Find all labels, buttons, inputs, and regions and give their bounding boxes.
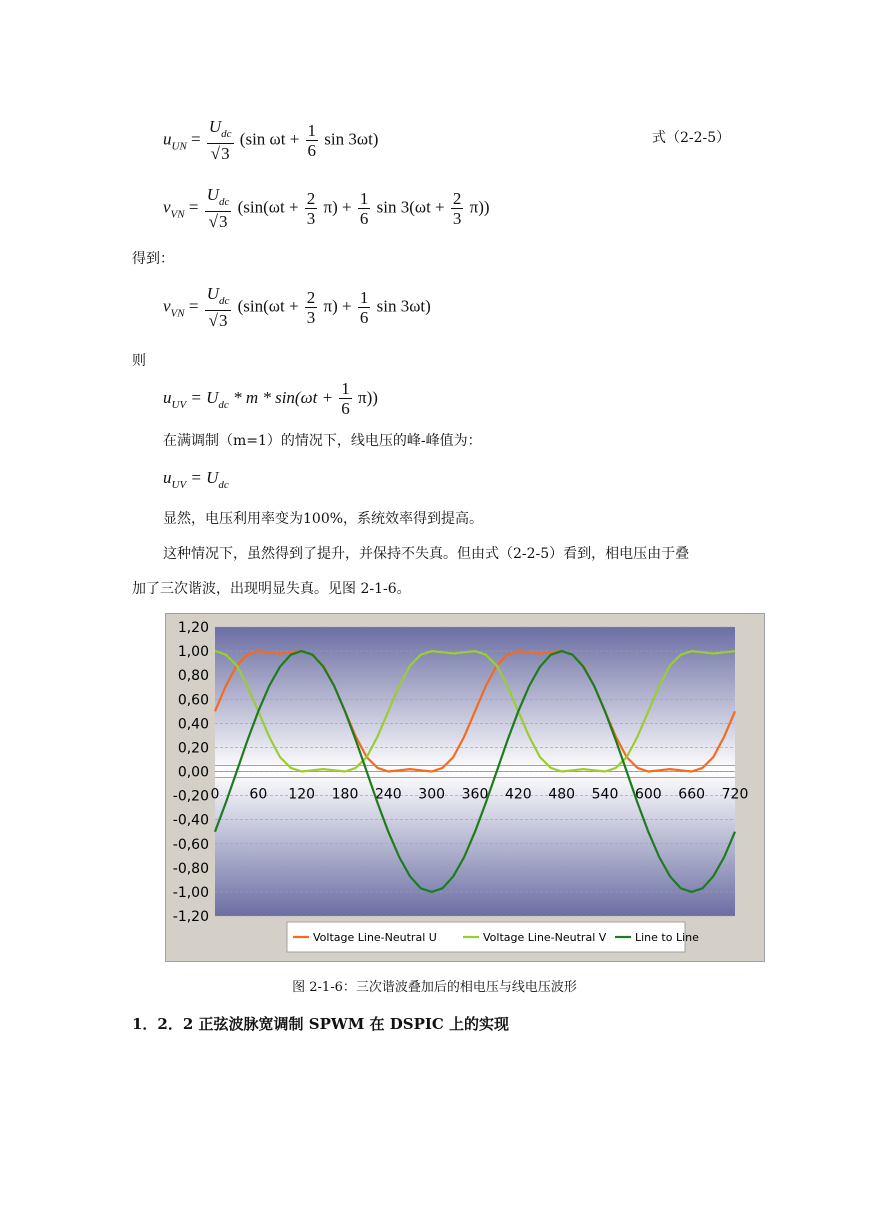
x-tick-label: 420 [504, 786, 532, 803]
y-tick-label: -1,00 [172, 884, 209, 901]
section-heading: 1．2．2 正弦波脉宽调制 SPWM 在 DSPIC 上的实现 [132, 1015, 510, 1033]
y-tick-label: -0,20 [172, 788, 209, 805]
x-tick-label: 300 [418, 786, 446, 803]
y-tick-label: 0,40 [177, 716, 209, 733]
legend-label: Voltage Line-Neutral U [313, 931, 437, 944]
x-tick-label: 540 [591, 786, 619, 803]
y-tick-label: -0,80 [172, 860, 209, 877]
y-tick-label: -0,40 [172, 812, 209, 829]
equation-u-un: $u_{UN}$ = $\frac{U_{dc}}{√3}$ (sin ωt + $\frac{1}{6}$ sin 3ωt) [163, 117, 379, 163]
x-tick-label: 0 [210, 786, 220, 803]
text-paragraph-line2: 加了三次谐波，出现明显失真。见图 2-1-6。 [132, 581, 411, 597]
equation-v-vn-simplified: $v_{VN}$ = $\frac{U_{dc}}{√3}$ (sin(ωt + $\frac{2}{3}$ π) + $\frac{1}{6}$ sin 3ωt) [163, 284, 431, 330]
x-tick-label: 480 [548, 786, 576, 803]
equation-label: 式（2-2-5） [652, 130, 731, 146]
y-tick-label: -1,20 [172, 909, 209, 925]
x-tick-label: 240 [374, 786, 402, 803]
text-deda: 得到： [132, 251, 174, 267]
x-tick-label: 60 [249, 786, 268, 803]
x-tick-label: 600 [634, 786, 662, 803]
legend-label: Line to Line [635, 931, 699, 944]
y-tick-label: 0,80 [177, 668, 209, 685]
y-tick-label: 1,20 [177, 620, 209, 636]
equation-u-uv: $u_{UV} = U_{dc} * m * \sin(\omega t$ + $\frac{1}{6}$ π)) [163, 379, 378, 418]
y-tick-label: 0,20 [177, 740, 209, 757]
text-paragraph-line1: 这种情况下，虽然得到了提升，并保持不失真。但由式（2-2-5）看到，相电压由于叠 [163, 546, 690, 562]
x-tick-label: 720 [721, 786, 749, 803]
y-tick-label: -0,60 [172, 836, 209, 853]
legend-label: Voltage Line-Neutral V [483, 931, 607, 944]
text-full-modulation: 在满调制（m=1）的情况下，线电压的峰-峰值为： [163, 433, 482, 449]
y-tick-label: 0,00 [177, 764, 209, 781]
text-obviously: 显然，电压利用率变为100%，系统效率得到提高。 [163, 511, 484, 527]
legend [287, 922, 699, 952]
x-tick-label: 120 [288, 786, 316, 803]
x-tick-label: 360 [461, 786, 489, 803]
waveform-chart [165, 613, 765, 962]
x-tick-label: 180 [331, 786, 359, 803]
y-tick-label: 0,60 [177, 692, 209, 709]
equation-v-vn-full: $v_{VN}$ = $\frac{U_{dc}}{√3}$ (sin(ωt + $\frac{2}{3}$ π) + $\frac{1}{6}$ sin 3(ωt + $\frac{2}{3}$ π)) [163, 185, 490, 231]
y-tick-label: 1,00 [177, 644, 209, 661]
x-tick-label: 660 [678, 786, 706, 803]
text-ze: 则 [132, 353, 146, 369]
equation-u-uv-udc: $u_{UV} = U_{dc}$ [163, 468, 229, 491]
figure-caption: 图 2-1-6：三次谐波叠加后的相电压与线电压波形 [292, 980, 577, 995]
